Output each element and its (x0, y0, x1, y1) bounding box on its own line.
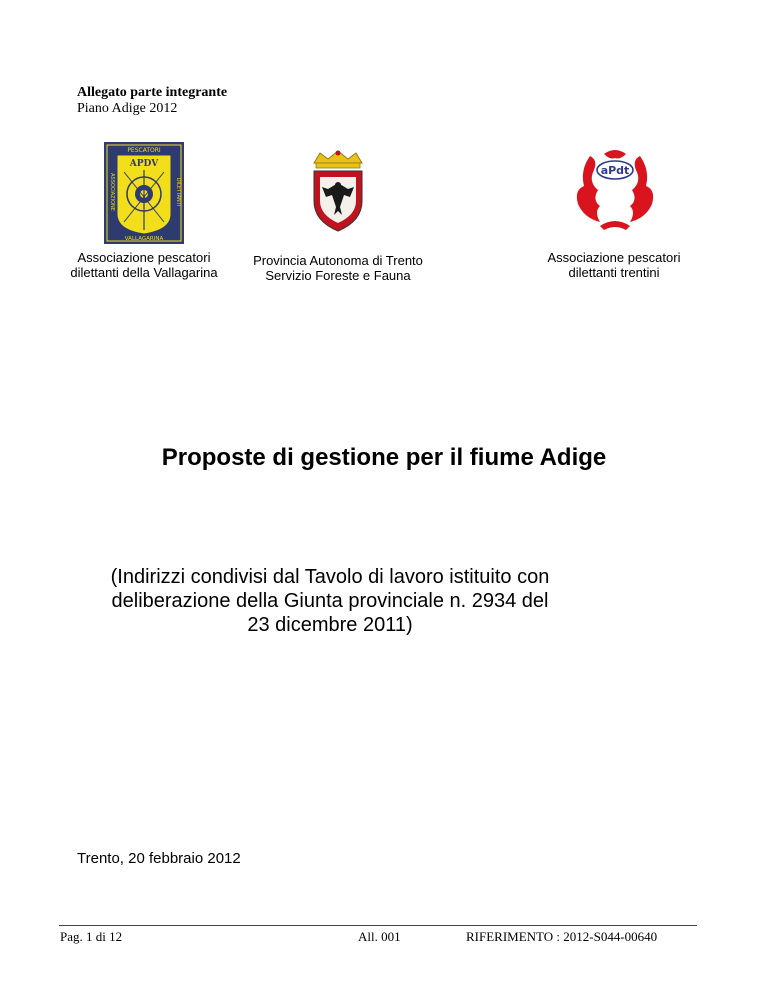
trento-caption-line-1: Provincia Autonoma di Trento (253, 253, 423, 268)
apdv-caption-line-1: Associazione pescatori (77, 250, 211, 265)
trento-coat-of-arms (306, 149, 370, 233)
footer-reference: RIFERIMENTO : 2012-S044-00640 (466, 929, 658, 944)
apdv-side-left-text: ASSOCIAZIONE (109, 173, 115, 211)
apdt-logo (570, 146, 660, 232)
apdt-mark-text: aPdt (600, 164, 630, 177)
trento-caption-line-2: Servizio Foreste e Fauna (265, 268, 411, 283)
apdt-caption (524, 250, 704, 280)
apdv-mark-text: APDV (129, 159, 159, 169)
apdv-caption (60, 250, 228, 280)
apdt-caption-line-2: dilettanti trentini (568, 265, 660, 280)
header-title: Allegato parte integrante (77, 85, 228, 100)
subtitle-line-1: (Indirizzi condivisi dal Tavolo di lavoro istituito con (110, 566, 550, 588)
apdv-bottom-text: VALLAGARINA (124, 236, 164, 242)
apdv-logo (104, 142, 184, 244)
footer-divider (59, 925, 697, 926)
trento-caption (238, 253, 438, 283)
header-subtitle: Piano Adige 2012 (77, 101, 178, 116)
document-title (0, 444, 690, 472)
apdv-top-text: PESCATORI (127, 147, 161, 154)
document-subtitle (62, 565, 598, 637)
apdv-caption-line-2: dilettanti della Vallagarina (70, 265, 218, 280)
header-block (77, 85, 227, 117)
footer-attachment: All. 001 (358, 929, 401, 944)
document-date: Trento, 20 febbraio 2012 (77, 850, 241, 867)
subtitle-line-3: 23 dicembre 2011) (247, 614, 413, 636)
document-title-text: Proposte di gestione per il fiume Adige (161, 444, 607, 471)
footer-page-number: Pag. 1 di 12 (60, 929, 123, 944)
apdt-caption-line-1: Associazione pescatori (547, 250, 681, 265)
apdv-side-right-text: DILETTANTI (175, 177, 181, 207)
subtitle-line-2: deliberazione della Giunta provinciale n. 2934 del (111, 590, 549, 612)
